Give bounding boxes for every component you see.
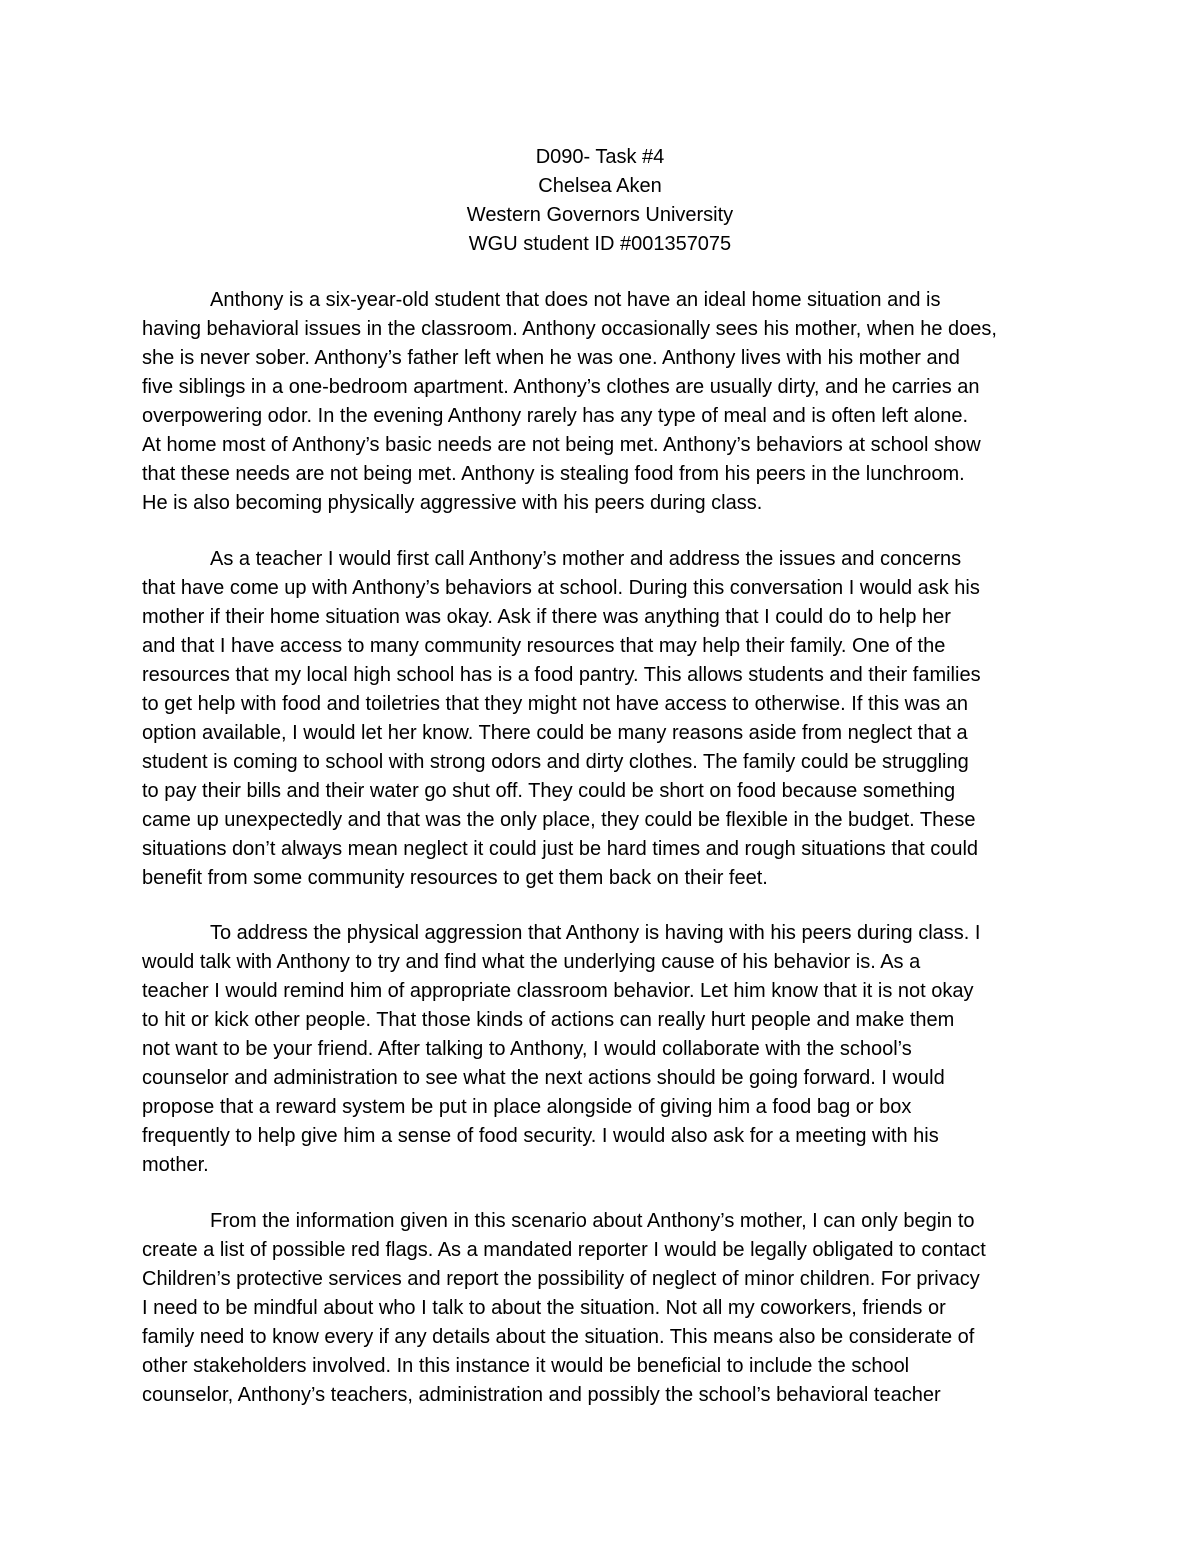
paragraph-line: family need to know every if any details about the situation. This means also be considerate of	[142, 1326, 975, 1348]
paragraph-4	[142, 1207, 1062, 1410]
paragraph-line: other stakeholders involved. In this instance it would be beneficial to include the school	[142, 1355, 910, 1377]
paragraph-line: overpowering odor. In the evening Anthony rarely has any type of meal and is often left alone.	[142, 405, 969, 427]
paragraph-line: to pay their bills and their water go shut off. They could be short on food because something	[142, 780, 956, 802]
paragraph-line: and that I have access to many community resources that may help their family. One of the	[142, 635, 946, 657]
paragraph-line: mother if their home situation was okay. Ask if there was anything that I could do to help her	[142, 606, 951, 628]
paragraph-line: propose that a reward system be put in place alongside of giving him a food bag or box	[142, 1096, 912, 1118]
paragraph-line: resources that my local high school has is a food pantry. This allows students and their families	[142, 664, 981, 686]
paragraph-line: benefit from some community resources to get them back on their feet.	[142, 867, 768, 889]
document-header	[0, 143, 1200, 259]
paragraph-line: situations don’t always mean neglect it could just be hard times and rough situations that could	[142, 838, 979, 860]
paragraph-line: would talk with Anthony to try and find what the underlying cause of his behavior is. As a	[142, 951, 921, 973]
paragraph-line: He is also becoming physically aggressive with his peers during class.	[142, 492, 763, 514]
paragraph-line: frequently to help give him a sense of food security. I would also ask for a meeting with his	[142, 1125, 939, 1147]
paragraph-line: mother.	[142, 1154, 209, 1176]
paragraph-line: I need to be mindful about who I talk to about the situation. Not all my coworkers, friends or	[142, 1297, 946, 1319]
paragraph-line: that have come up with Anthony’s behaviors at school. During this conversation I would ask his	[142, 577, 980, 599]
student-id: WGU student ID #001357075	[468, 233, 732, 255]
paragraph-line: having behavioral issues in the classroom. Anthony occasionally sees his mother, when he does,	[142, 318, 997, 340]
paragraph-line: not want to be your friend. After talking to Anthony, I would collaborate with the school’s	[142, 1038, 912, 1060]
paragraph-line: to hit or kick other people. That those kinds of actions can really hurt people and make them	[142, 1009, 955, 1031]
paragraph-line: teacher I would remind him of appropriate classroom behavior. Let him know that it is not okay	[142, 980, 974, 1002]
paragraph-line: At home most of Anthony’s basic needs are not being met. Anthony’s behaviors at school show	[142, 434, 981, 456]
paragraph-2	[142, 545, 1062, 893]
paragraph-line: she is never sober. Anthony’s father left when he was one. Anthony lives with his mother and	[142, 347, 960, 369]
paragraph-line: came up unexpectedly and that was the only place, they could be flexible in the budget. These	[142, 809, 976, 831]
course-task-title: D090- Task #4	[535, 146, 665, 168]
paragraph-line: counselor, Anthony’s teachers, administration and possibly the school’s behavioral teacher	[142, 1384, 941, 1406]
paragraph-line: option available, I would let her know. There could be many reasons aside from neglect that a	[142, 722, 968, 744]
paragraph-line: Anthony is a six-year-old student that does not have an ideal home situation and is	[210, 289, 941, 311]
paragraph-line: counselor and administration to see what the next actions should be going forward. I would	[142, 1067, 945, 1089]
paragraph-1	[142, 286, 1062, 518]
author-name: Chelsea Aken	[538, 175, 662, 197]
paragraph-3	[142, 919, 1062, 1180]
paragraph-line: To address the physical aggression that Anthony is having with his peers during class. I	[210, 922, 981, 944]
paragraph-line: create a list of possible red flags. As a mandated reporter I would be legally obligated to contact	[142, 1239, 986, 1261]
paragraph-line: Children’s protective services and report the possibility of neglect of minor children. For privacy	[142, 1268, 980, 1290]
paragraph-line: student is coming to school with strong odors and dirty clothes. The family could be struggling	[142, 751, 969, 773]
paragraph-line: As a teacher I would first call Anthony’s mother and address the issues and concerns	[210, 548, 962, 570]
university-name: Western Governors University	[466, 204, 734, 226]
paragraph-line: five siblings in a one-bedroom apartment. Anthony’s clothes are usually dirty, and he carries an	[142, 376, 980, 398]
paragraph-line: that these needs are not being met. Anthony is stealing food from his peers in the lunchroom.	[142, 463, 965, 485]
paragraph-line: to get help with food and toiletries that they might not have access to otherwise. If this was an	[142, 693, 969, 715]
paragraph-line: From the information given in this scenario about Anthony’s mother, I can only begin to	[210, 1210, 975, 1232]
